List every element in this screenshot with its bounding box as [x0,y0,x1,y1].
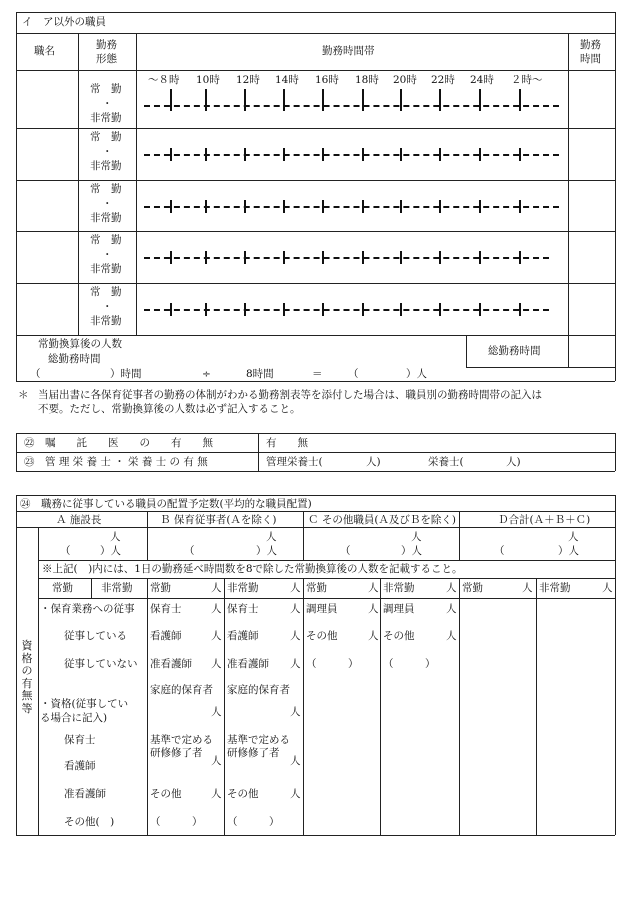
allocation-note: ※上記( )内には、1日の勤務延べ時間数を8で除した常勤換算後の人数を記載すること。 [42,563,463,575]
c-cook: 調理員 [383,603,415,615]
note-line-1: 当届出書に各保育従事者の勤務の体制がわかる勤務割表等を添付した場合は、職員別の勤務時間帯の記入は [38,389,542,401]
hour-tick [205,148,207,161]
employment-b: 非常勤 [90,315,122,327]
employment-b: 非常勤 [90,212,122,224]
count-unit: 人 [411,531,422,543]
count-unit: 人 [211,603,222,615]
b-asst-nurse: 准看護師 [227,658,269,670]
b-home-care: 家庭的保育者 [227,684,290,696]
employment-a: 常 勤 [90,234,122,246]
employment-b: 非常勤 [90,263,122,275]
b-nurse: 看護師 [227,630,259,642]
time-label: 14時 [275,74,299,86]
c-other: その他 [306,630,338,642]
count-unit: 人 [211,706,222,718]
fte-close-paren: ）人 [100,545,121,557]
b-standard-2: 研修修了者 [150,747,203,759]
total-hours-label: 総勤務時間 [488,345,541,357]
b-other: その他 [150,788,182,800]
col-a-header: Ａ 施設長 [56,514,102,526]
hour-tick [283,89,285,111]
count-unit: 人 [446,630,457,642]
hour-tick [205,303,207,316]
count-unit: 人 [568,531,579,543]
col-c-header: Ｃ その他職員(Ａ及びＢを除く) [308,514,457,526]
count-unit: 人 [211,630,222,642]
hour-tick [362,251,364,264]
employment-b: 非常勤 [90,112,122,124]
header-work-form-2: 形態 [96,53,117,65]
hour-tick [519,303,521,316]
hour-tick [322,200,324,213]
a-item-not-engaged: 従事していない [64,658,138,670]
hour-tick [439,89,441,111]
note-star: ＊ [18,389,29,401]
c-full-label: 常勤 [306,582,327,594]
time-label: 10時 [196,74,220,86]
hour-tick [362,303,364,316]
employment-a: 常 勤 [90,183,122,195]
hour-tick [283,251,285,264]
hour-tick [322,148,324,161]
c-other-paren: （ ） [306,658,359,670]
hour-tick [479,303,481,316]
employment-a: 常 勤 [90,83,122,95]
employment-dot: ・ [102,301,113,313]
hour-tick [400,200,402,213]
a-item-engaged: 従事している [64,630,127,642]
calc-equals: ＝ [312,368,323,380]
col-d-header: Ｄ合計(Ａ＋Ｂ＋Ｃ) [498,514,591,526]
c-part-unit: 人 [446,582,457,594]
fte-open-paren: （ [184,545,195,557]
calc-hours-unit: ）時間 [110,368,142,380]
calc-open-paren: （ [30,368,41,380]
b-full-label: 常勤 [150,582,171,594]
c-cook: 調理員 [306,603,338,615]
hour-tick [244,89,246,111]
b-standard-2: 研修修了者 [227,747,280,759]
b-full-unit: 人 [211,582,222,594]
hour-tick [205,89,207,111]
hour-tick [244,200,246,213]
hour-tick [322,251,324,264]
header-job-title: 職名 [34,45,55,57]
employment-dot: ・ [102,198,113,210]
employment-dot: ・ [102,249,113,261]
hour-tick [170,251,172,264]
hour-tick [519,89,521,111]
b-home-care: 家庭的保育者 [150,684,213,696]
hour-tick [244,251,246,264]
calc-open-paren-2: （ [348,368,359,380]
count-unit: 人 [368,603,379,615]
a-item-qual-1: ・資格(従事してい [40,698,129,710]
b-nursery-teacher: 保育士 [150,603,182,615]
count-unit: 人 [266,531,277,543]
d-part-label: 非常勤 [539,582,571,594]
c-other-paren: （ ） [383,658,436,670]
allocation-title: ㉔ 職務に従事している職員の配置予定数(平均的な職員配置) [20,498,312,510]
header-hours-1: 勤務 [580,39,601,51]
count-unit: 人 [211,788,222,800]
hour-tick [244,148,246,161]
time-label: 16時 [315,74,339,86]
hour-tick [439,200,441,213]
hour-tick [439,303,441,316]
hour-tick [439,251,441,264]
count-unit: 人 [368,630,379,642]
time-label: 20時 [393,74,417,86]
hour-tick [170,200,172,213]
b-other-paren: （ ） [150,816,203,828]
hour-tick [479,200,481,213]
count-unit: 人 [290,755,301,767]
hour-tick [322,303,324,316]
b-other-paren: （ ） [227,816,280,828]
count-unit: 人 [110,531,121,543]
b-nursery-teacher: 保育士 [227,603,259,615]
note-line-2: 不要。ただし、常勤換算後の人数は必ず記入すること。 [38,403,301,415]
nutritionist-label: ㉓ 管 理 栄 養 士 ・ 栄 養 士 の 有 無 [24,456,208,468]
calc-label-1: 常勤換算後の人数 [38,338,122,350]
a-item-nursery: 保育士 [64,734,96,746]
count-unit: 人 [290,658,301,670]
calc-divide: ÷ [202,368,211,380]
reg-nutritionist-label: 管理栄養士( [266,456,323,468]
time-label: 24時 [470,74,494,86]
time-label: 12時 [236,74,260,86]
employment-dot: ・ [102,98,113,110]
hour-tick [283,200,285,213]
hour-tick [519,148,521,161]
time-label: ２時～ [511,74,543,86]
doctor-label: ㉒ 嘱 託 医 の 有 無 [24,437,213,449]
count-unit: 人 [290,603,301,615]
a-item-asst-nurse: 准看護師 [64,788,106,800]
b-part-unit: 人 [290,582,301,594]
nutritionist-value-label: 栄養士( [428,456,464,468]
d-full-label: 常勤 [462,582,483,594]
col-b-header: Ｂ 保育従事者(Ａを除く) [160,514,277,526]
calc-persons-unit: ）人 [406,368,427,380]
c-part-label: 非常勤 [383,582,415,594]
count-unit: 人 [290,788,301,800]
count-unit: 人 [211,755,222,767]
qualification-side-label: 資 格 の 有 無 等 [21,639,33,715]
calc-label-2: 総勤務時間 [48,353,101,365]
c-other: その他 [383,630,415,642]
hour-tick [362,200,364,213]
hour-tick [170,89,172,111]
hour-tick [322,89,324,111]
b-nurse: 看護師 [150,630,182,642]
fte-close-paren: ）人 [256,545,277,557]
d-part-unit: 人 [602,582,613,594]
hour-tick [244,303,246,316]
hour-tick [400,89,402,111]
b-standard-1: 基準で定める [227,734,290,746]
doctor-value: 有 無 [266,437,308,449]
hour-tick [283,148,285,161]
reg-nutritionist-unit: 人) [366,456,381,468]
hour-tick [283,303,285,316]
employment-b: 非常勤 [90,160,122,172]
employment-a: 常 勤 [90,131,122,143]
hour-tick [362,89,364,111]
employment-a: 常 勤 [90,286,122,298]
calc-eight-hours: 8時間 [246,368,274,380]
section-title: イ ア以外の職員 [22,16,106,28]
a-item-qual-2: る場合に記入) [40,712,108,724]
b-standard-1: 基準で定める [150,734,213,746]
hour-tick [519,251,521,264]
hour-tick [519,200,521,213]
hour-tick [205,251,207,264]
hour-tick [400,303,402,316]
a-item-nurse: 看護師 [64,760,96,772]
hour-tick [170,148,172,161]
header-hours-2: 時間 [580,53,601,65]
a-part-label: 非常勤 [101,582,133,594]
hour-tick [479,148,481,161]
fte-close-paren: ）人 [401,545,422,557]
time-label: 22時 [431,74,455,86]
hour-tick [400,251,402,264]
b-other: その他 [227,788,259,800]
header-work-band: 勤務時間帯 [322,45,375,57]
hour-tick [205,200,207,213]
b-asst-nurse: 准看護師 [150,658,192,670]
hour-tick [439,148,441,161]
fte-open-paren: （ [494,545,505,557]
hour-tick [479,89,481,111]
a-full-label: 常勤 [52,582,73,594]
hour-tick [479,251,481,264]
employment-dot: ・ [102,146,113,158]
hour-tick [170,303,172,316]
count-unit: 人 [446,603,457,615]
fte-open-paren: （ [60,545,71,557]
c-full-unit: 人 [368,582,379,594]
header-work-form-1: 勤務 [96,39,117,51]
d-full-unit: 人 [522,582,533,594]
fte-close-paren: ）人 [558,545,579,557]
count-unit: 人 [290,706,301,718]
time-label: ～８時 [148,74,180,86]
hour-tick [400,148,402,161]
count-unit: 人 [211,658,222,670]
a-item-duty: ・保育業務への従事 [40,603,135,615]
fte-open-paren: （ [340,545,351,557]
b-part-label: 非常勤 [227,582,259,594]
a-item-other: その他( ) [64,816,115,828]
count-unit: 人 [290,630,301,642]
hour-tick [362,148,364,161]
time-label: 18時 [355,74,379,86]
nutritionist-unit: 人) [506,456,521,468]
